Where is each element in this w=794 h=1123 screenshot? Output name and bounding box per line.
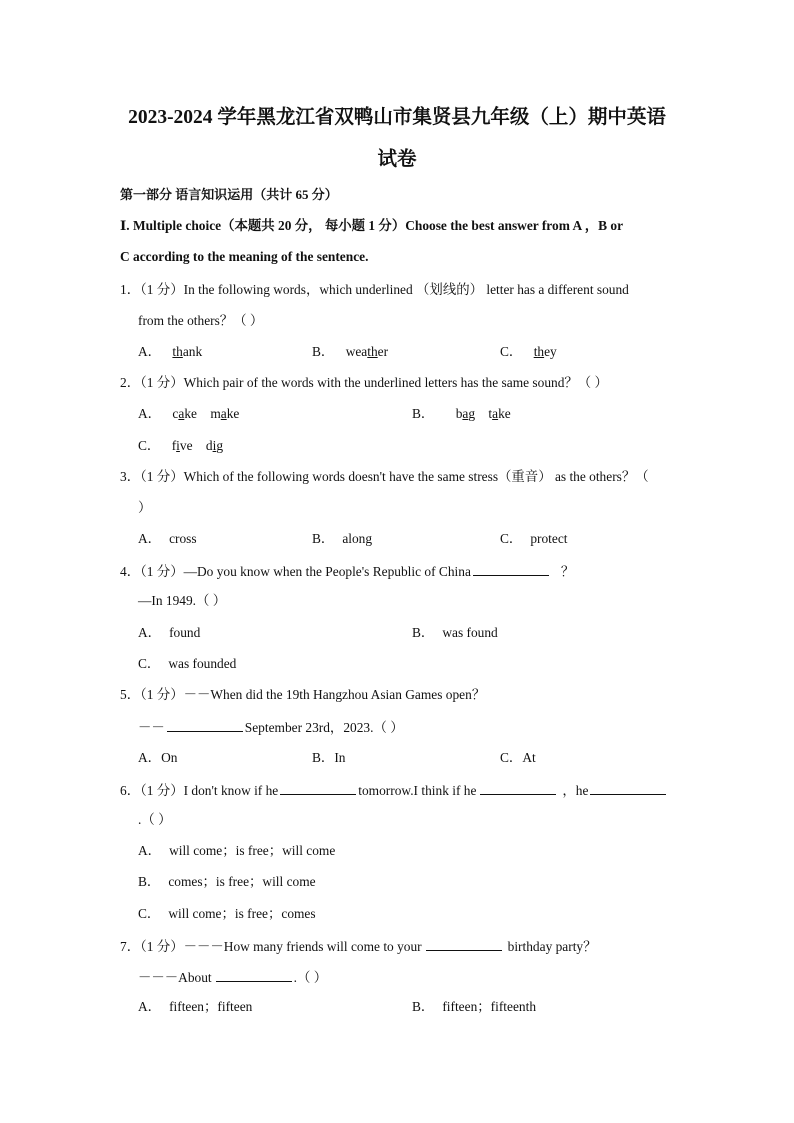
question-7-option-a: A． fifteen；fifteen [138, 999, 253, 1014]
question-5-option-c: C．At [500, 750, 536, 765]
question-2-stem: 2．（1 分）Which pair of the words with the underlined letters has the same sound？（ ） [120, 375, 608, 390]
question-7-stem: 7．（1 分）－－－How many friends will come to your birthday party？ [120, 939, 597, 954]
section-heading-line-1: Ⅰ. Multiple choice（本题共 20 分， 每小题 1 分）Choose the best answer from A ，B or [120, 218, 624, 233]
question-7-option-b: B． fifteen；fifteenth [412, 999, 537, 1014]
answer-blank[interactable] [167, 719, 243, 732]
question-3-stem: 3．（1 分）Which of the following words doesn't have the same stress（重音） as the others？（ [120, 469, 649, 484]
question-number: 1． [120, 282, 141, 297]
question-3-option-b: B． along [312, 531, 373, 546]
exam-title-line-1: 2023-2024 学年黑龙江省双鸭山市集贤县九年级（上）期中英语 [128, 107, 666, 128]
question-1-stem-line-2: from the others？（ ） [138, 313, 264, 328]
question-2-option-b: B． bag take [412, 406, 511, 421]
question-6-option-b: B． comes；is free；will come [138, 874, 316, 889]
question-6-option-a: A． will come；is free；will come [138, 843, 336, 858]
question-5-option-b: B．In [312, 750, 346, 765]
question-1-stem [120, 283, 629, 296]
question-6-stem: 6．（1 分）I don't know if he tomorrow.I think if he ，he [120, 782, 668, 797]
question-4-stem: 4．（1 分）—Do you know when the People's Republic of China ？ [120, 564, 575, 579]
answer-blank[interactable] [216, 969, 292, 982]
question-4-option-a: A． found [138, 625, 201, 640]
question-7-stem-line-2: －－－About .（ ） [138, 970, 328, 985]
question-2-option-a: A． cake make [138, 406, 240, 421]
question-5-option-a: A．On [138, 750, 178, 765]
question-1-option-a: A． thank [138, 344, 203, 359]
question-4-stem-line-2: —In 1949.（ ） [138, 593, 227, 608]
question-score: （1 分） [140, 282, 184, 297]
exam-title-line-2: 试卷 [377, 149, 417, 170]
answer-blank[interactable] [473, 563, 549, 576]
answer-blank[interactable] [480, 782, 556, 795]
question-3-option-c: C． protect [500, 531, 568, 546]
question-4-option-b: B． was found [412, 625, 498, 640]
question-text: In the following words，which underlined （划线的） letter has a different sound [183, 282, 629, 297]
answer-blank[interactable] [426, 938, 502, 951]
question-1-option-b: B． weather [312, 344, 389, 359]
question-4-option-c: C． was founded [138, 656, 237, 671]
answer-blank[interactable] [280, 782, 356, 795]
section-heading-line-2: C according to the meaning of the sentence. [120, 249, 369, 264]
question-6-option-c: C． will come；is free；comes [138, 906, 316, 921]
question-5-stem-line-2: －－ September 23rd，2023.（ ） [138, 720, 404, 735]
question-3-option-a: A． cross [138, 531, 197, 546]
part-heading: 第一部分 语言知识运用（共计 65 分） [120, 187, 338, 202]
question-1-option-c: C． they [500, 344, 557, 359]
question-3-stem-line-2: ） [138, 500, 152, 515]
question-5-stem: 5．（1 分）－－When did the 19th Hangzhou Asian Games open？ [120, 687, 486, 702]
answer-blank[interactable] [590, 782, 666, 795]
question-6-stem-line-2: .（ ） [138, 812, 172, 827]
question-2-option-c: C． five dig [138, 438, 224, 453]
